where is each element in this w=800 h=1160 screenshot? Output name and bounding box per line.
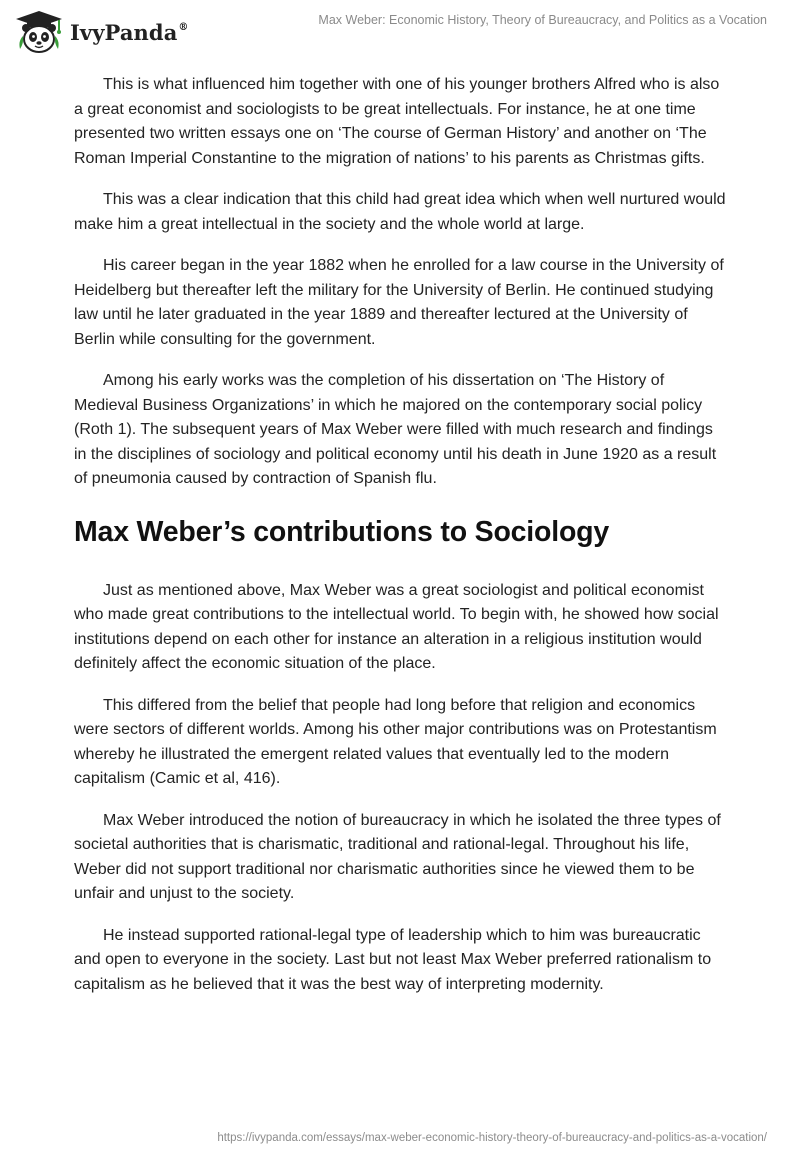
brand-name: IvyPanda®: [70, 19, 189, 45]
section-heading: Max Weber’s contributions to Sociology: [74, 515, 610, 548]
paragraph: This differed from the belief that people had long before that religion and economics were sectors of different worlds. Among his other major contributions was on Protestantism whereby he illustrated the emergent related values that eventually led to the modern capitalism (Camic et al, 416).: [74, 696, 717, 787]
paragraph: His career began in the year 1882 when he enrolled for a law course in the University of Heidelberg but thereafter left the military for the University of Berlin. He continued studying law until he later graduated in the year 1889 and thereafter lectured at the University of Berlin while consulting for the government.: [74, 257, 724, 348]
paragraph: Among his early works was the completion of his dissertation on ‘The History of Medieval Business Organizations’ in which he majored on the contemporary social policy (Roth 1). The subsequent years of Max Weber were filled with much research and findings in the disciplines of sociology and political economy until his death in June 1920 as a result of pneumonia caused by contraction of Spanish flu.: [74, 372, 717, 487]
paragraph: This is what influenced him together with one of his younger brothers Alfred who is also a great economist and sociologists to be great intellectuals. For instance, he at one time presented two written essays one on ‘The course of German History’ and another on ‘The Roman Imperial Constantine to the migration of nations’ to his parents as Christmas gifts.: [74, 76, 720, 167]
paragraph: He instead supported rational-legal type of leadership which to him was bureaucratic and open to everyone in the society. Last but not least Max Weber preferred rationalism to capitalism as he believed that it was the best way of interpreting modernity.: [74, 926, 712, 993]
paragraph: This was a clear indication that this child had great idea which when well nurtured would make him a great intellectual in the society and the whole world at large.: [74, 191, 726, 233]
paragraph: Just as mentioned above, Max Weber was a great sociologist and political economist who made great contributions to the intellectual world. To begin with, he showed how social institutions depend on each other for instance an alteration in a religious institution would definitely affect the economic situation of the place.: [74, 581, 719, 672]
panda-graduate-icon: [14, 9, 64, 55]
registered-mark: ®: [178, 21, 189, 33]
essay-body: [74, 73, 726, 1014]
brand-logo[interactable]: [14, 9, 189, 55]
document-title: Max Weber: Economic History, Theory of Bureaucracy, and Politics as a Vocation: [318, 13, 767, 27]
paragraph: Max Weber introduced the notion of bureaucracy in which he isolated the three types of societal authorities that is charismatic, traditional and rational-legal. Throughout his life, Weber did not support traditional nor charismatic authorities since he viewed them to be unfair and unjust to the society.: [74, 811, 721, 902]
page-header: [0, 0, 800, 60]
source-url[interactable]: https://ivypanda.com/essays/max-weber-economic-history-theory-of-bureaucracy-and-politics-as-a-vocation/: [217, 1132, 767, 1144]
